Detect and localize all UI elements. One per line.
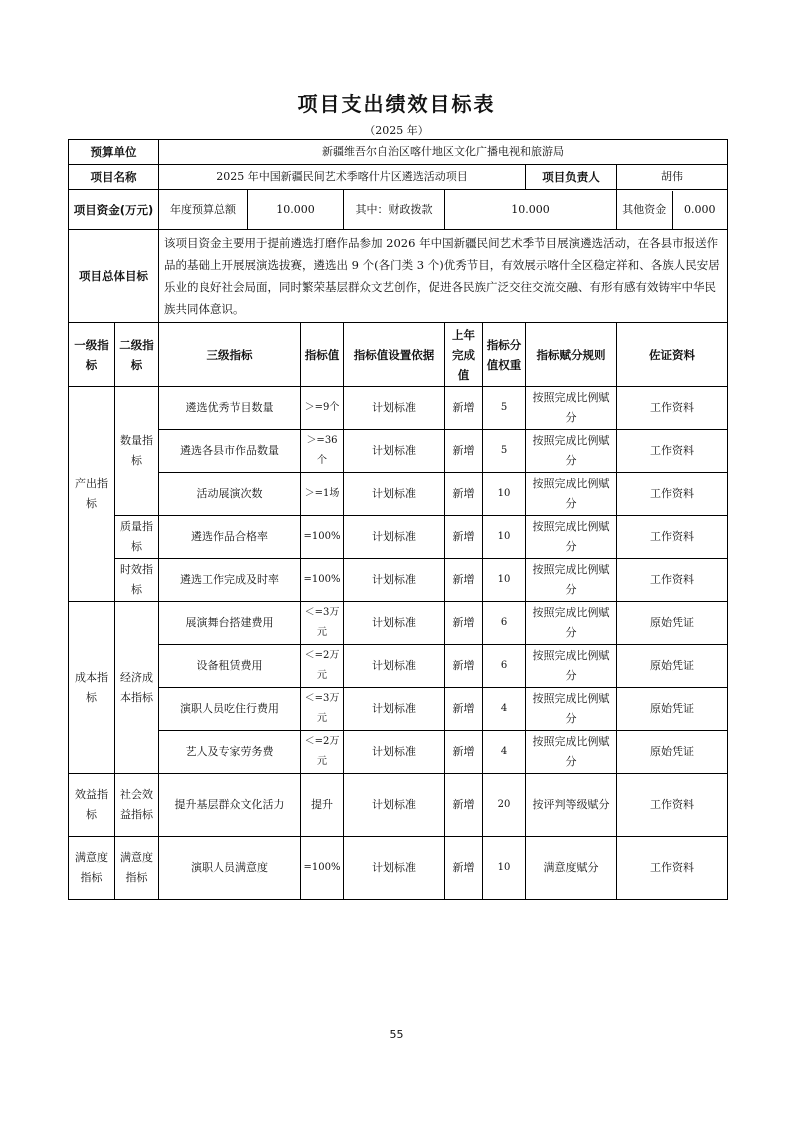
- row-last: 新增: [445, 430, 483, 473]
- row-basis: 计划标准: [344, 731, 445, 774]
- group-economic: 经济成本指标: [115, 602, 159, 774]
- row-l3: 展演舞台搭建费用: [159, 602, 301, 645]
- table-row: [69, 387, 728, 430]
- row-value: =100%: [301, 516, 344, 559]
- row-value: 提升: [301, 774, 344, 837]
- other-funds-label: 其他资金: [622, 202, 667, 216]
- row-rule: 满意度赋分: [526, 837, 617, 900]
- fund-label: 项目资金(万元): [69, 190, 159, 230]
- row-last: 新增: [445, 602, 483, 645]
- row-evidence: 工作资料: [617, 473, 728, 516]
- group-cost: 成本指标: [69, 602, 115, 774]
- table-row: [69, 430, 728, 473]
- project-name-label: 项目名称: [69, 165, 159, 190]
- row-weight: 5: [483, 387, 526, 430]
- row-value: =100%: [301, 559, 344, 602]
- page-title: 项目支出绩效目标表: [297, 92, 496, 116]
- row-rule: 按照完成比例赋分: [526, 430, 617, 473]
- row-weight: 10: [483, 473, 526, 516]
- table-row: [69, 645, 728, 688]
- col-l3: 三级指标: [159, 323, 301, 387]
- table-row: [69, 731, 728, 774]
- row-value: ＜=2万元: [301, 731, 344, 774]
- row-last: 新增: [445, 645, 483, 688]
- row-evidence: 原始凭证: [617, 731, 728, 774]
- row-evidence: 原始凭证: [617, 688, 728, 731]
- row-l3: 遴选作品合格率: [159, 516, 301, 559]
- row-evidence: 工作资料: [617, 774, 728, 837]
- row-l3: 遴选工作完成及时率: [159, 559, 301, 602]
- row-last: 新增: [445, 837, 483, 900]
- fund-row: [69, 190, 728, 230]
- year-label: （2025 年）: [364, 124, 429, 137]
- table-row: [69, 837, 728, 900]
- owner-label: 项目负责人: [526, 165, 617, 190]
- group-output: 产出指标: [69, 387, 115, 602]
- row-last: 新增: [445, 731, 483, 774]
- row-evidence: 原始凭证: [617, 602, 728, 645]
- row-value: ＞=9个: [301, 387, 344, 430]
- row-last: 新增: [445, 473, 483, 516]
- row-value: ＞=1场: [301, 473, 344, 516]
- table-row: [69, 516, 728, 559]
- performance-table: [68, 139, 728, 900]
- unit-label: 预算单位: [69, 140, 159, 165]
- row-rule: 按照完成比例赋分: [526, 688, 617, 731]
- row-rule: 按照完成比例赋分: [526, 516, 617, 559]
- table-row: [69, 559, 728, 602]
- column-header-row: [69, 323, 728, 387]
- row-l3: 艺人及专家劳务费: [159, 731, 301, 774]
- other-funds-value: 0.000: [672, 191, 728, 229]
- unit-value: 新疆维吾尔自治区喀什地区文化广播电视和旅游局: [159, 140, 728, 165]
- col-weight: 指标分值权重: [483, 323, 526, 387]
- row-basis: 计划标准: [344, 837, 445, 900]
- row-rule: 按照完成比例赋分: [526, 731, 617, 774]
- row-l3: 演职人员吃住行费用: [159, 688, 301, 731]
- row-last: 新增: [445, 516, 483, 559]
- annual-budget-label: 年度预算总额: [159, 190, 248, 230]
- group-quality: 质量指标: [115, 516, 159, 559]
- row-last: 新增: [445, 387, 483, 430]
- table-row: [69, 774, 728, 837]
- col-rule: 指标赋分规则: [526, 323, 617, 387]
- row-basis: 计划标准: [344, 516, 445, 559]
- row-l3: 设备租赁费用: [159, 645, 301, 688]
- row-weight: 10: [483, 559, 526, 602]
- row-evidence: 原始凭证: [617, 645, 728, 688]
- row-l3: 遴选优秀节目数量: [159, 387, 301, 430]
- col-l1: 一级指标: [69, 323, 115, 387]
- row-value: =100%: [301, 837, 344, 900]
- row-evidence: 工作资料: [617, 559, 728, 602]
- row-l3: 演职人员满意度: [159, 837, 301, 900]
- row-evidence: 工作资料: [617, 387, 728, 430]
- goal-text: 该项目资金主要用于提前遴选打磨作品参加 2026 年中国新疆民间艺术季节目展演遴选活动，在各县市报送作品的基础上开展展演选拔赛，遴选出 9 个(各门类 3 个)优秀节目，有效展示喀什全区稳定祥和、各族人民安居乐业的良好社会局面，同时繁荣基层群众文艺创作，促进各民族广泛交往交流交融、有形有感有效铸牢中华民族共同体意识。: [159, 230, 728, 323]
- row-basis: 计划标准: [344, 645, 445, 688]
- row-rule: 按照完成比例赋分: [526, 645, 617, 688]
- group-timeliness: 时效指标: [115, 559, 159, 602]
- row-evidence: 工作资料: [617, 837, 728, 900]
- row-weight: 5: [483, 430, 526, 473]
- col-evidence: 佐证资料: [617, 323, 728, 387]
- row-value: ＜=3万元: [301, 602, 344, 645]
- col-value: 指标值: [301, 323, 344, 387]
- row-rule: 按照完成比例赋分: [526, 473, 617, 516]
- goal-row: [69, 230, 728, 323]
- group-social: 社会效益指标: [115, 774, 159, 837]
- group-benefit: 效益指标: [69, 774, 115, 837]
- row-rule: 按照完成比例赋分: [526, 559, 617, 602]
- row-l3: 提升基层群众文化活力: [159, 774, 301, 837]
- col-last: 上年完成值: [445, 323, 483, 387]
- project-name-value: 2025 年中国新疆民间艺术季喀什片区遴选活动项目: [159, 165, 526, 190]
- fiscal-label: 其中：财政拨款: [344, 190, 445, 230]
- project-name-row: [69, 165, 728, 190]
- goal-label: 项目总体目标: [69, 230, 159, 323]
- row-basis: 计划标准: [344, 430, 445, 473]
- table-row: [69, 688, 728, 731]
- row-basis: 计划标准: [344, 387, 445, 430]
- row-basis: 计划标准: [344, 688, 445, 731]
- row-l3: 活动展演次数: [159, 473, 301, 516]
- page-number: 55: [389, 1028, 404, 1041]
- row-rule: 按评判等级赋分: [526, 774, 617, 837]
- col-basis: 指标值设置依据: [344, 323, 445, 387]
- row-evidence: 工作资料: [617, 430, 728, 473]
- row-value: ＞=36个: [301, 430, 344, 473]
- row-basis: 计划标准: [344, 559, 445, 602]
- table-row: [69, 602, 728, 645]
- other-funds-cell: [617, 190, 728, 230]
- row-last: 新增: [445, 559, 483, 602]
- group-satisfaction: 满意度指标: [69, 837, 115, 900]
- row-basis: 计划标准: [344, 774, 445, 837]
- owner-value: 胡伟: [617, 165, 728, 190]
- row-weight: 10: [483, 837, 526, 900]
- row-value: ＜=3万元: [301, 688, 344, 731]
- row-rule: 按照完成比例赋分: [526, 387, 617, 430]
- row-last: 新增: [445, 774, 483, 837]
- row-basis: 计划标准: [344, 602, 445, 645]
- group-quantity: 数量指标: [115, 387, 159, 516]
- row-rule: 按照完成比例赋分: [526, 602, 617, 645]
- fiscal-value: 10.000: [445, 190, 617, 230]
- row-l3: 遴选各县市作品数量: [159, 430, 301, 473]
- row-weight: 10: [483, 516, 526, 559]
- group-satisfaction-l2: 满意度指标: [115, 837, 159, 900]
- col-l2: 二级指标: [115, 323, 159, 387]
- row-weight: 6: [483, 602, 526, 645]
- row-basis: 计划标准: [344, 473, 445, 516]
- row-weight: 4: [483, 731, 526, 774]
- row-weight: 6: [483, 645, 526, 688]
- row-last: 新增: [445, 688, 483, 731]
- row-weight: 4: [483, 688, 526, 731]
- table-row: [69, 473, 728, 516]
- row-weight: 20: [483, 774, 526, 837]
- row-value: ＜=2万元: [301, 645, 344, 688]
- row-evidence: 工作资料: [617, 516, 728, 559]
- annual-budget-value: 10.000: [248, 190, 344, 230]
- unit-row: [69, 140, 728, 165]
